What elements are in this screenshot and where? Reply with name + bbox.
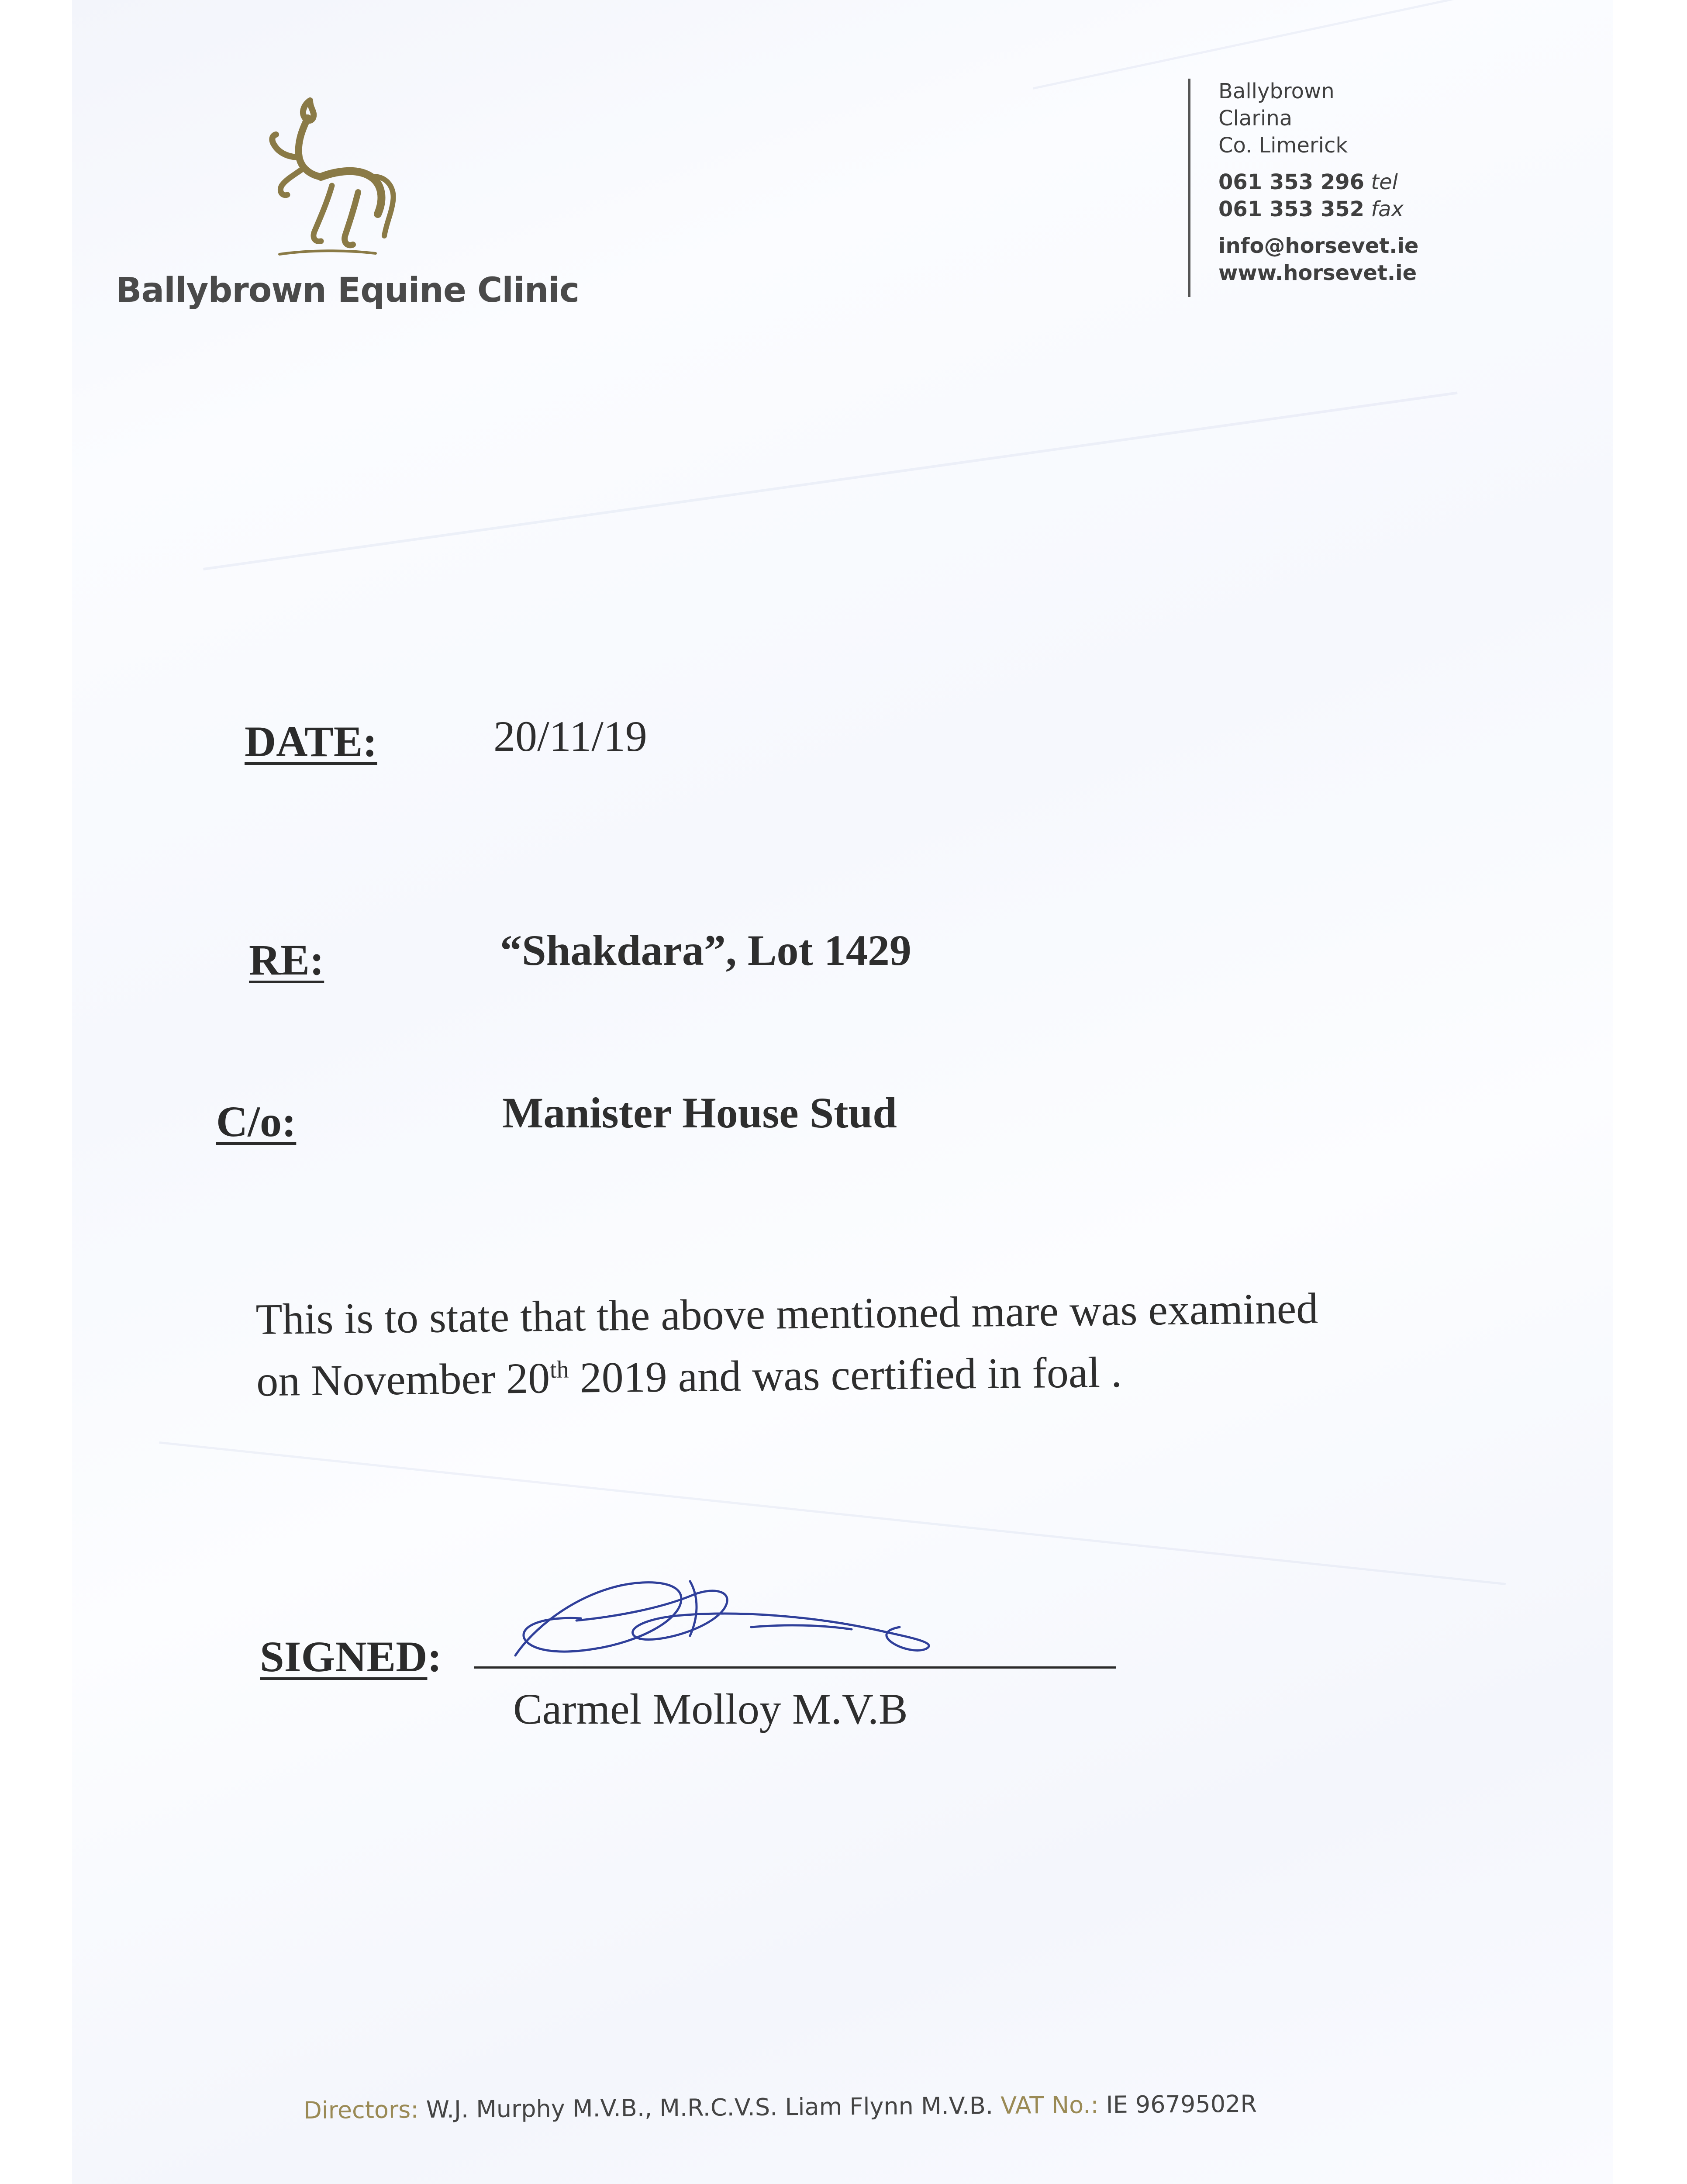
phone-number: 061 353 296 xyxy=(1218,170,1365,194)
handwritten-signature xyxy=(507,1555,969,1682)
address-block xyxy=(1218,78,1418,287)
scan-margin-right xyxy=(1613,0,1687,2184)
vat-label: VAT No.: xyxy=(1000,2091,1099,2119)
vat-number: IE 9679502R xyxy=(1098,2090,1257,2119)
paper-crease xyxy=(1033,0,1631,90)
paper-crease xyxy=(203,391,1458,570)
address-line: Co. Limerick xyxy=(1218,133,1348,158)
directors-list: W.J. Murphy M.V.B., M.R.C.V.S. Liam Flynn M.V.B. xyxy=(418,2091,1001,2124)
clinic-name: Ballybrown Equine Clinic xyxy=(116,271,580,310)
phone-line xyxy=(1218,169,1418,196)
fax-number: 061 353 352 xyxy=(1218,197,1365,221)
care-of-value: Manister House Stud xyxy=(502,1089,897,1137)
signed-colon: : xyxy=(427,1632,442,1681)
signer-name: Carmel Molloy M.V.B xyxy=(513,1685,908,1733)
address-line: Ballybrown xyxy=(1218,79,1335,104)
directors-label: Directors: xyxy=(304,2096,419,2124)
rearing-horse-logo-icon xyxy=(245,92,402,262)
statement-text: on November 20 xyxy=(256,1354,550,1406)
email-link[interactable]: info@horsevet.ie xyxy=(1218,234,1419,258)
date-value: 20/11/19 xyxy=(493,712,647,760)
date-label: DATE: xyxy=(245,717,377,766)
re-label: RE: xyxy=(249,936,324,984)
website-link[interactable]: www.horsevet.ie xyxy=(1218,261,1417,285)
scan-margin-left xyxy=(0,0,72,2184)
certification-statement xyxy=(255,1281,1436,1408)
signed-text: SIGNED xyxy=(260,1632,428,1681)
statement-line: This is to state that the above mentioned mare was examined xyxy=(255,1284,1318,1344)
re-value: “Shakdara”, Lot 1429 xyxy=(500,926,911,975)
fax-line xyxy=(1218,196,1418,223)
statement-text: 2019 and was certified in foal . xyxy=(569,1348,1122,1402)
care-of-label: C/o: xyxy=(216,1097,297,1146)
signed-label xyxy=(260,1631,442,1682)
fax-suffix: fax xyxy=(1371,197,1404,221)
statement-line xyxy=(256,1334,1435,1408)
ordinal-suffix: th xyxy=(549,1356,569,1383)
address-line: Clarina xyxy=(1218,106,1293,131)
address-divider xyxy=(1188,79,1190,297)
phone-suffix: tel xyxy=(1371,170,1398,194)
